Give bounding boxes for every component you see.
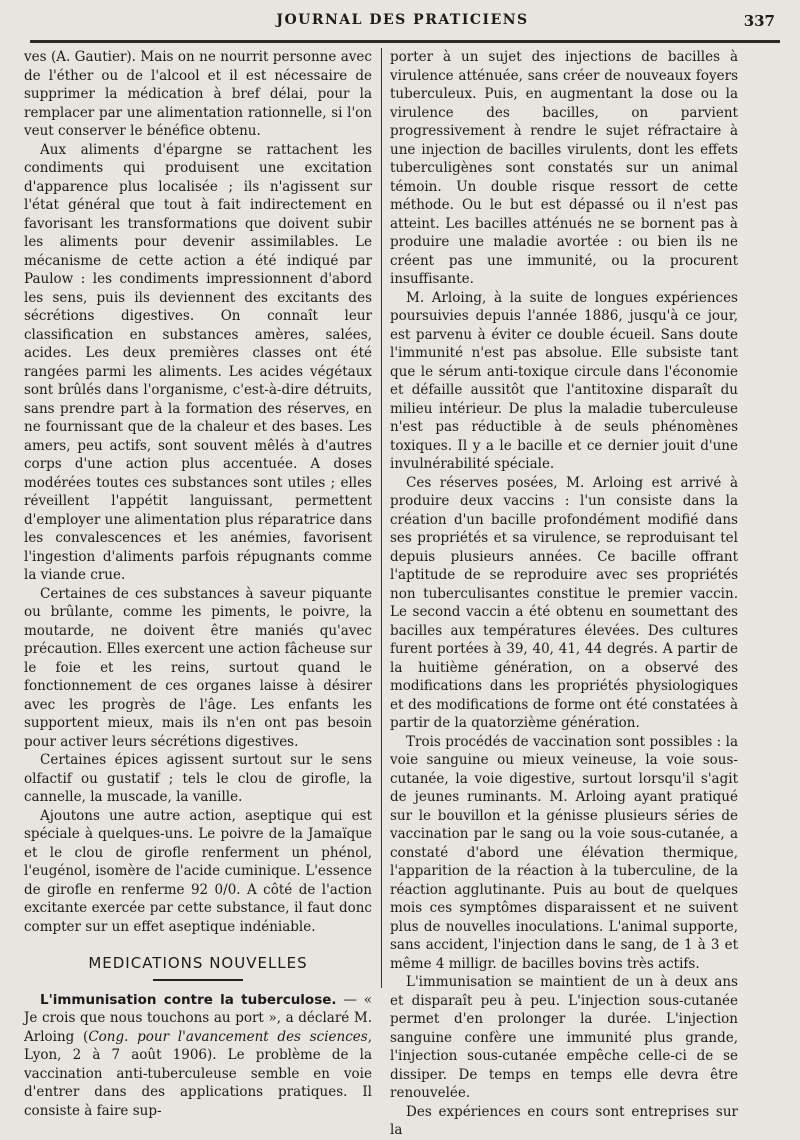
column-divider <box>381 48 382 988</box>
journal-title: JOURNAL DES PRATICIENS <box>276 12 529 28</box>
paragraph: ves (A. Gautier). Mais on ne nourrit personne avec de l'éther ou de l'alcool et il est nécessaire de supprimer la médication à bref délai, pour la remplacer par une alimentation rationnelle, si l'on veut conserver le bénéfice obtenu. <box>24 49 372 139</box>
section-rule <box>153 979 243 981</box>
page-number: 337 <box>743 12 775 30</box>
paragraph: Certaines de ces substances à saveur piquante ou brûlante, comme les piments, le poivre, la moutarde, ne doivent être maniés qu'avec précaution. Elles exercent une action fâcheuse sur le foie et les reins, surtout quand le fonctionnement de ces organes laisse à désirer avec les progrès de l'âge. Les enfants les supportent mieux, mais ils n'en ont pas besoin pour activer leurs sécrétions digestives. <box>24 585 372 750</box>
paragraph: Ajoutons une autre action, aseptique qui est spéciale à quelques-uns. Le poivre de la Jamaïque et le clou de girofle renferment un phénol, l'eugénol, isomère de l'acide cuminique. L'essence de girofle en renferme 92 0/0. A côté de l'action excitante exercée par cette substance, il faut donc compter sur un effet aseptique indéniable. <box>24 807 372 935</box>
right-column <box>390 48 738 1138</box>
paragraph: Des expériences en cours sont entreprises sur la <box>390 1103 738 1138</box>
paragraph: Certaines épices agissent surtout sur le sens olfactif ou gustatif ; tels le clou de girofle, la cannelle, la muscade, la vanille. <box>24 752 372 805</box>
header-rule <box>30 40 780 43</box>
paragraph: porter à un sujet des injections de bacilles à virulence atténuée, sans créer de nouveaux foyers tuberculeux. Puis, en augmentant la dose ou la virulence des bacilles, on parvient progressivement à rendre le sujet réfractaire à une injection de bacilles virulents, dont les effets tuberculigènes sont constatés sur un animal témoin. Un double risque ressort de cette méthode. Ou le but est dépassé ou il n'est pas atteint. Les bacilles atténués ne se bornent pas à produire une maladie avortée : ou bien ils ne créent pas une immunité, ou la procurent insuffisante. <box>390 49 738 287</box>
article-paragraph <box>24 991 372 1121</box>
article-citation: Cong. pour l'avancement des sciences <box>88 1028 368 1045</box>
article-title: L'immunisation contre la tuberculose. <box>40 991 337 1008</box>
article-text-1: — « Je crois que nous touchons au port », a déclaré M. Arloing ( <box>24 991 373 1045</box>
paragraph: Ces réserves posées, M. Arloing est arrivé à produire deux vaccins : l'un consiste dans la création d'un bacille profondément modifié dans ses propriétés et sa virulence, se reproduisant tel depuis plusieurs années. Ce bacille offrant l'aptitude de se reproduire avec ses propriétés non tuberculisantes constitue le premier vaccin. Le second vaccin a été obtenu en soumettant des bacilles aux températures élevées. Des cultures furent portées à 39, 40, 41, 44 degrés. A partir de la huitième génération, on a observé des modifications dans les propriétés physiologiques et des modifications de forme ont été constatées à partir de la quatorzième génération. <box>390 474 738 731</box>
paragraph: Aux aliments d'épargne se rattachent les condiments qui produisent une excitation d'apparence plus localisée ; ils n'agissent sur l'état général que tout à fait indirectement en favorisant les transformations que doivent subir les aliments pour devenir assimilables. Le mécanisme de cette action a été indiqué par Paulow : les condiments impressionnent d'abord les sens, puis ils deviennent des excitants des sécrétions digestives. On connaît leur classification en substances amères, salées, acides. Les deux premières classes ont été rangées parmi les aliments. Les acides végétaux sont brûlés dans l'organisme, c'est-à-dire détruits, sans prendre part à la formation des réserves, en ne fournissant que de la chaleur et des bases. Les amers, peu actifs, sont souvent mêlés à d'autres corps d'une action plus accentuée. A doses modérées toutes ces substances sont utiles ; elles réveillent l'appétit languissant, permettent d'employer une alimentation plus réparatrice dans les convalescences et les anémies, favorisent l'ingestion d'aliments parfois répugnants comme la viande crue. <box>24 141 372 583</box>
paragraph: L'immunisation se maintient de un à deux ans et disparaît peu à peu. L'injection sous-cutanée permet d'en prolonger la durée. L'injection sanguine confère une immunité plus grande, l'injection sous-cutanée empêche celle-ci de se dissiper. De temps en temps elle devra être renouvelée. <box>390 974 738 1101</box>
page-header <box>30 10 775 32</box>
section-heading: MEDICATIONS NOUVELLES <box>88 954 308 972</box>
left-column <box>24 48 373 1119</box>
paragraph: M. Arloing, à la suite de longues expériences poursuivies depuis l'année 1886, jusqu'à ce jour, est parvenu à éviter ce double écueil. Sans doute l'immunité n'est pas absolue. Elle subsiste tant que le sérum anti-toxique circule dans l'économie et défaille aussitôt que l'antitoxine disparaît du milieu intérieur. De plus la maladie tuberculeuse n'est pas réductible à de seuls phénomènes toxiques. Il y a le bacille et ce dernier jouit d'une invulnérabilité spéciale. <box>390 289 738 472</box>
article-text-2: , Lyon, 2 à 7 août 1906). Le problème de la vaccination anti-tuberculeuse semble en voie d'entrer dans des applications pratiques. Il consiste à faire sup- <box>24 1028 372 1119</box>
paragraph: Trois procédés de vaccination sont possibles : la voie sanguine ou mieux veineuse, la voie sous-cutanée, la voie digestive, surtout lorsqu'il s'agit de jeunes ruminants. M. Arloing ayant pratiqué sur le bouvillon et la génisse plusieurs séries de vaccination par le sang ou la voie sous-cutanée, a constaté d'abord une élévation thermique, l'apparition de la réaction à la tuberculine, de la réaction agglutinante. Puis au bout de quelques mois ces symptômes disparaissent et ne suivent plus de nouvelles inoculations. L'animal supporte, sans accident, l'injection dans le sang, de 1 à 3 et même 4 milligr. de bacilles bovins très actifs. <box>390 733 738 972</box>
